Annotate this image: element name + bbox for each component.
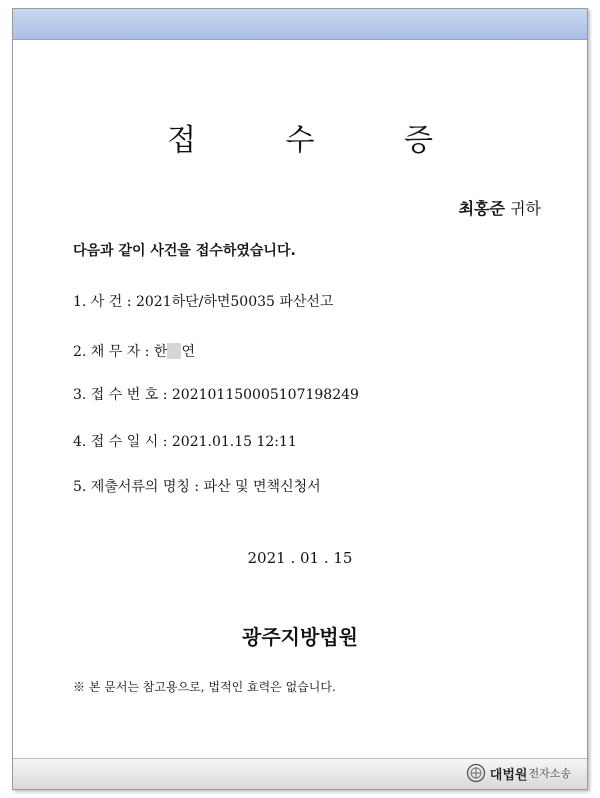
item-value: 2021하단/하면50035 파산선고 — [135, 294, 334, 310]
recipient-suffix: 귀하 — [510, 199, 541, 218]
item-receipt-number — [73, 384, 359, 404]
item-value: 2021.01.15 12:11 — [171, 434, 297, 450]
header-band — [13, 9, 587, 40]
court-name: 광주지방법원 — [242, 625, 358, 649]
redaction-block — [167, 343, 181, 359]
brand-sub: 전자소송 — [528, 767, 571, 780]
recipient-name: 최홍준 — [458, 199, 505, 218]
item-label: 4. 접 수 일 시 : — [73, 434, 168, 450]
brand-logo — [466, 763, 571, 783]
debtor-name-first: 한 — [153, 344, 168, 360]
item-receipt-datetime — [73, 431, 297, 451]
item-label: 3. 접 수 번 호 : — [73, 387, 168, 403]
item-label: 1. 사 건 : — [73, 294, 132, 310]
footer-band — [13, 758, 587, 789]
item-value: 파산 및 면책신청서 — [203, 479, 321, 495]
court-emblem-icon — [466, 763, 486, 783]
debtor-name-last: 연 — [181, 344, 195, 360]
issue-date: 2021 . 01 . 15 — [247, 549, 353, 567]
document-frame — [12, 8, 588, 790]
intro-text: 다음과 같이 사건을 접수하였습니다. — [73, 243, 296, 259]
item-label: 5. 제출서류의 명칭 : — [73, 479, 200, 495]
item-debtor — [73, 341, 195, 361]
item-value: 20210115000510719​8249 — [171, 387, 359, 403]
disclaimer-note: ※ 본 문서는 참고용으로, 법적인 효력은 없습니다. — [73, 680, 336, 694]
recipient — [459, 196, 541, 219]
document-title: 접 수 증 — [166, 123, 473, 158]
item-label: 2. 채 무 자 : — [73, 344, 150, 360]
item-document-name — [73, 476, 321, 496]
item-case — [73, 291, 333, 311]
brand-main: 대법원 — [489, 767, 528, 783]
